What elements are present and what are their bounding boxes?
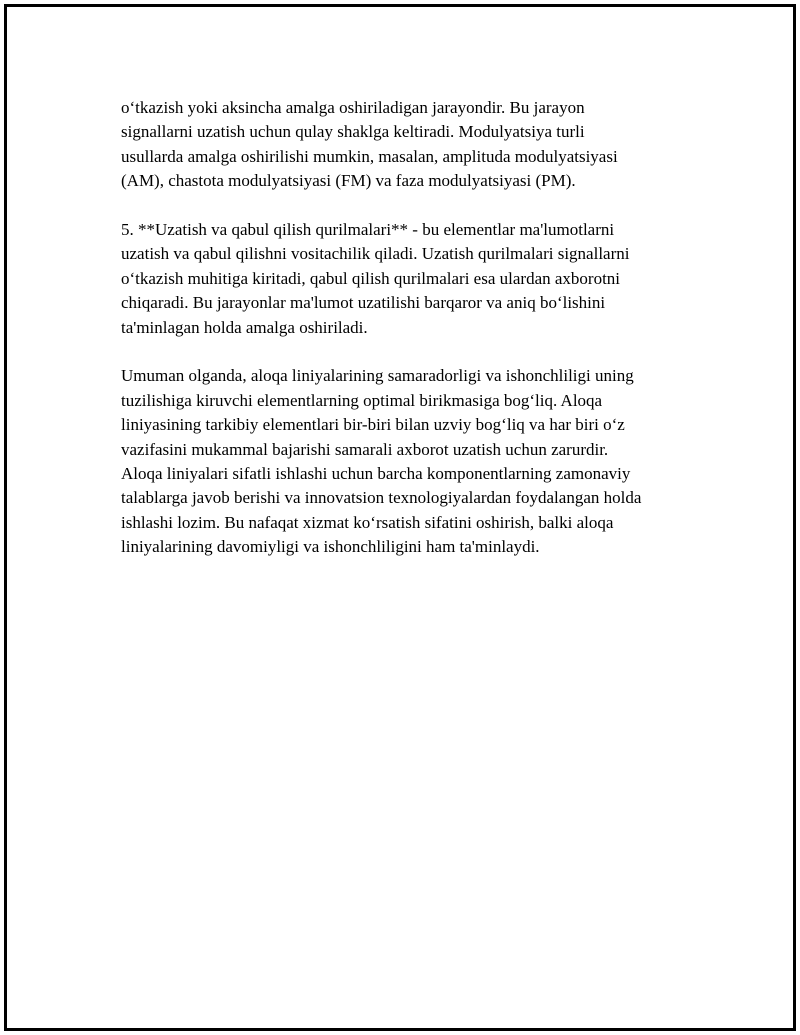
text-line: ta'minlagan holda amalga oshiriladi.	[121, 317, 368, 337]
paragraph-conclusion	[121, 364, 701, 559]
text-line: o‘tkazish muhitiga kiritadi, qabul qilish qurilmalari esa ulardan axborotni	[121, 268, 621, 288]
text-line: signallarni uzatish uchun qulay shaklga keltiradi. Modulyatsiya turli	[121, 122, 585, 142]
document-body	[121, 96, 701, 584]
text-line: 5. **Uzatish va qabul qilish qurilmalari** - bu elementlar ma'lumotlarni	[121, 220, 615, 240]
text-line: Umuman olganda, aloqa liniyalarining samaradorligi va ishonchliligi uning	[121, 366, 634, 386]
paragraph-transmit-receive-devices	[121, 218, 701, 340]
text-line: chiqaradi. Bu jarayonlar ma'lumot uzatilishi barqaror va aniq bo‘lishini	[121, 293, 606, 313]
text-line: ishlashi lozim. Bu nafaqat xizmat ko‘rsatish sifatini oshirish, balki aloqa	[121, 512, 614, 532]
text-line: o‘tkazish yoki aksincha amalga oshiriladigan jarayondir. Bu jarayon	[121, 98, 585, 117]
text-line: liniyalarining davomiyligi va ishonchliligini ham ta'minlaydi.	[121, 537, 540, 557]
text-line: usullarda amalga oshirilishi mumkin, masalan, amplituda modulyatsiyasi	[121, 146, 618, 166]
text-line: tuzilishiga kiruvchi elementlarning optimal birikmasiga bog‘liq. Aloqa	[121, 390, 603, 410]
text-line: Aloqa liniyalari sifatli ishlashi uchun barcha komponentlarning zamonaviy	[121, 464, 631, 484]
paragraph-modulation	[121, 96, 701, 194]
text-line: (AM), chastota modulyatsiyasi (FM) va faza modulyatsiyasi (PM).	[121, 171, 576, 191]
text-line: uzatish va qabul qilishni vositachilik qiladi. Uzatish qurilmalari signallarni	[121, 244, 630, 264]
text-line: talablarga javob berishi va innovatsion texnologiyalardan foydalangan holda	[121, 488, 642, 508]
text-line: vazifasini mukammal bajarishi samarali axborot uzatish uchun zarurdir.	[121, 439, 609, 459]
page-border	[4, 4, 796, 1031]
text-line: liniyasining tarkibiy elementlari bir-biri bilan uzviy bog‘liq va har biri o‘z	[121, 415, 625, 435]
